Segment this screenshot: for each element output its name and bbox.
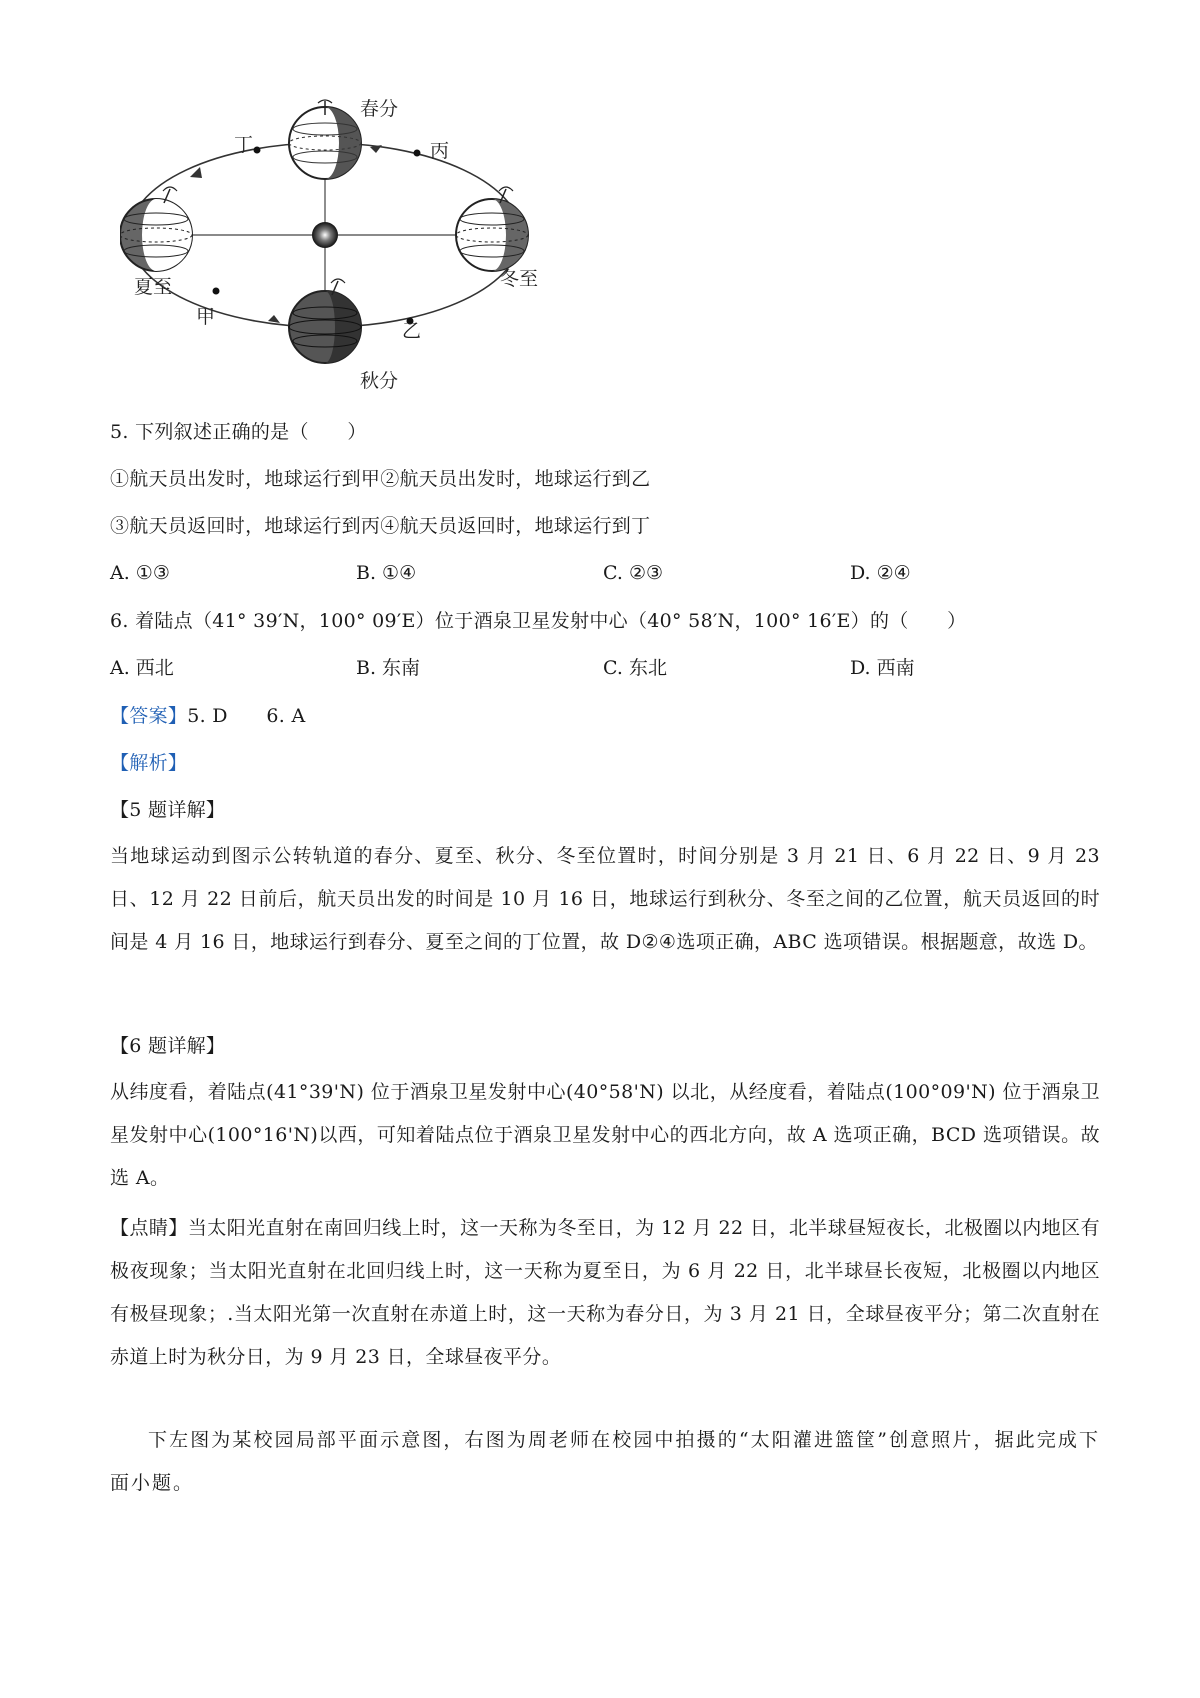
answer-text: 5. D 6. A <box>187 705 306 727</box>
label-jia: 甲 <box>196 306 216 328</box>
detail5-heading: 【5 题详解】 <box>110 799 226 821</box>
q6-option-a: A. 西北 <box>110 657 174 679</box>
answer-line <box>110 702 306 730</box>
earth-orbit-diagram <box>120 95 590 400</box>
sun-icon <box>312 222 338 248</box>
q5-statement-line-2: ③航天员返回时，地球运行到丙④航天员返回时，地球运行到丁 <box>110 515 651 537</box>
detail6-text: 从纬度看，着陆点(41°39'N) 位于酒泉卫星发射中心(40°58'N) 以北，从经度看，着陆点(100°09'N) 位于酒泉卫星发射中心(100°16'N)以西，可知着陆点位于酒泉卫星发射中心的西北方向，故 A 选项正确，BCD 选项错误。故选 A。 <box>110 1081 1100 1189</box>
label-summer: 夏至 <box>134 276 173 298</box>
earth-spring-equinox <box>289 100 361 179</box>
position-ding-dot <box>254 147 261 154</box>
q5-option-d: D. ②④ <box>850 562 911 584</box>
label-ding: 丁 <box>234 134 254 156</box>
detail5-text: 当地球运动到图示公转轨道的春分、夏至、秋分、冬至位置时，时间分别是 3 月 21 日、6 月 22 日、9 月 23 日、12 月 22 日前后，航天员出发的时间是 10 月 16 日，地球运行到秋分、冬至之间的乙位置，航天员返回的时间是 4 月 16 日，地球运行到春分、夏至之间的丁位置，故 D②④选项正确，ABC 选项错误。根据题意，故选 D。 <box>110 845 1100 953</box>
q6-option-c: C. 东北 <box>603 657 667 679</box>
label-winter: 冬至 <box>500 268 539 290</box>
answer-label: 【答案】 <box>110 705 188 727</box>
orbit-arrow-top-left <box>190 167 202 178</box>
q6-stem: 6. 着陆点（41° 39′N，100° 09′E）位于酒泉卫星发射中心（40° 58′N，100° 16′E）的（ ） <box>110 610 967 632</box>
label-spring: 春分 <box>360 98 399 120</box>
next-questions-intro: 下左图为某校园局部平面示意图，右图为周老师在校园中拍摄的“太阳灌进篮筐”创意照片，据此完成下面小题。 <box>110 1429 1100 1494</box>
q5-option-a: A. ①③ <box>110 562 170 584</box>
label-yi: 乙 <box>402 320 422 342</box>
q5-stem: 5. 下列叙述正确的是（ ） <box>110 421 367 443</box>
tip-block <box>110 1207 1100 1379</box>
earth-winter-solstice <box>456 187 528 271</box>
earth-autumn-equinox <box>289 279 361 363</box>
analysis-label: 【解析】 <box>110 752 188 774</box>
position-bing-dot <box>414 150 421 157</box>
tip-text: 当太阳光直射在南回归线上时，这一天称为冬至日，为 12 月 22 日，北半球昼短夜长，北极圈以内地区有极夜现象；当太阳光直射在北回归线上时，这一天称为夏至日，为 6 月 22 日，北半球昼长夜短，北极圈以内地区有极昼现象；.当太阳光第一次直射在赤道上时，这一天称为春分日，为 3 月 21 日，全球昼夜平分；第二次直射在赤道上时为秋分日，为 9 月 23 日，全球昼夜平分。 <box>110 1217 1100 1368</box>
q6-option-b: B. 东南 <box>356 657 421 679</box>
q5-option-b: B. ①④ <box>356 562 417 584</box>
detail6-heading: 【6 题详解】 <box>110 1035 226 1057</box>
orbit-arrow-bottom-left <box>268 315 280 323</box>
label-autumn: 秋分 <box>360 370 399 392</box>
q5-statement-line-1: ①航天员出发时，地球运行到甲②航天员出发时，地球运行到乙 <box>110 468 651 490</box>
label-bing: 丙 <box>430 140 450 162</box>
position-jia-dot <box>213 288 220 295</box>
earth-summer-solstice <box>120 187 192 271</box>
q6-option-d: D. 西南 <box>850 657 915 679</box>
q5-option-c: C. ②③ <box>603 562 664 584</box>
tip-label: 【点睛】 <box>110 1217 188 1239</box>
